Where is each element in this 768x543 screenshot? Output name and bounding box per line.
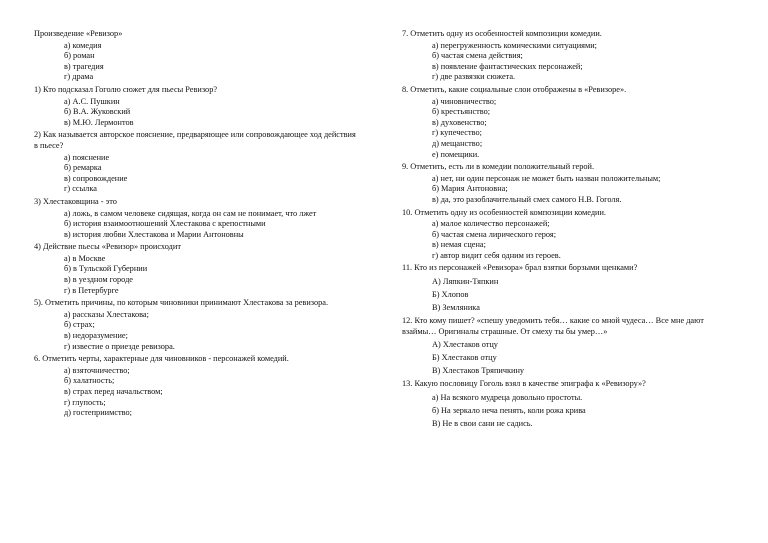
question-text: 4) Действие пьесы «Ревизор» происходит <box>34 242 181 252</box>
answer-option: В) Не в свои сани не садись. <box>432 418 533 428</box>
answer-option: б) крестьянство; <box>432 107 491 117</box>
question-text: Произведение «Ревизор» <box>34 29 123 38</box>
question-block <box>34 29 359 83</box>
answer-option: г) драма <box>64 72 94 82</box>
answer-option: а) А.С. Пушкин <box>64 96 120 106</box>
answer-option: а) малое количество персонажей; <box>432 219 550 229</box>
answer-option: д) мещанство; <box>432 138 483 148</box>
answer-options <box>402 41 737 83</box>
answer-option: г) купечество; <box>432 128 482 138</box>
answer-option: в) сопровождение <box>64 173 128 183</box>
question-text: 2) Как называется авторское пояснение, предваряющее или сопровождающее ход действия в пьесе? <box>34 130 356 150</box>
question-block <box>402 208 737 262</box>
question-block <box>402 85 737 160</box>
question-block <box>34 130 359 195</box>
answer-options <box>34 254 359 296</box>
answer-option: В) Земляника <box>432 303 480 313</box>
answer-option: а) ложь, в самом человеке сидящая, когда он сам не понимает, что лжет <box>64 208 317 218</box>
answer-options <box>34 366 359 419</box>
question-block <box>34 354 359 419</box>
answer-options <box>34 209 359 241</box>
answer-option: в) появление фантастических персонажей; <box>432 61 583 71</box>
question-text: 7. Отметить одну из особенностей композиции комедии. <box>402 29 602 38</box>
answer-option: а) перегруженность комическими ситуациями; <box>432 40 597 50</box>
question-text: 5). Отметить причины, по которым чиновники принимают Хлестакова за ревизора. <box>34 298 329 308</box>
answer-option: а) чиновничество; <box>432 96 497 106</box>
answer-option: а) комедия <box>64 40 102 50</box>
answer-option: г) автор видит себя одним из героев. <box>432 250 561 260</box>
answer-option: Б) Хлестаков отцу <box>432 353 497 363</box>
answer-option: в) недоразумение; <box>64 331 128 341</box>
question-text: 10. Отметить одну из особенностей композиции комедии. <box>402 207 607 217</box>
answer-option: а) На всякого мудреца довольно простоты. <box>432 392 583 402</box>
answer-options <box>34 41 359 83</box>
answer-option: а) в Москве <box>64 253 106 263</box>
answer-options <box>402 174 737 206</box>
question-block <box>402 29 737 83</box>
answer-option: в) страх перед начальством; <box>64 387 163 396</box>
answer-option: б) частая смена действия; <box>432 51 523 61</box>
question-text: 9. Отметить, есть ли в комедии положительный герой. <box>402 162 595 172</box>
question-text: 8. Отметить, какие социальные слои отображены в «Ревизоре». <box>402 84 627 94</box>
answer-option: а) рассказы Хлестакова; <box>64 309 149 319</box>
answer-option: б) ремарка <box>64 163 102 173</box>
question-text: 13. Какую пословицу Гоголь взял в качестве эпиграфа к «Ревизору»? <box>402 379 646 389</box>
question-text: 12. Кто кому пишет? «спешу уведомить тебя… какие со мной чудеса… Все мне дают взаймы… Оригиналы страшные. От смеху ты бы умер…» <box>402 316 704 336</box>
answer-options <box>402 391 737 430</box>
answer-option: е) помещики. <box>432 149 480 159</box>
answer-option: а) взяточничество; <box>64 365 130 375</box>
answer-option: в) М.Ю. Лермонтов <box>64 117 134 127</box>
question-text: 1) Кто подсказал Гоголю сюжет для пьесы Ревизор? <box>34 84 218 94</box>
question-block <box>402 162 737 205</box>
answer-option: б) халатность; <box>64 376 115 386</box>
answer-option: г) в Петербурге <box>64 285 119 295</box>
question-text: 3) Хлестаковщина - это <box>34 196 117 206</box>
answer-option: б) в Тульской Губернии <box>64 264 148 274</box>
answer-options <box>402 97 737 161</box>
answer-option: а) нет, ни один персонаж не может быть назван положительным; <box>432 173 661 183</box>
answer-option: г) глупость; <box>64 397 106 407</box>
answer-options <box>34 310 359 352</box>
question-block <box>402 316 737 377</box>
answer-option: в) духовенство; <box>432 117 487 127</box>
answer-option: г) две развязки сюжета. <box>432 72 516 82</box>
question-block <box>402 263 737 314</box>
answer-option: б) история взаимоотношений Хлестакова с крепостными <box>64 219 266 229</box>
answer-options <box>402 338 737 377</box>
answer-option: г) известие о приезде ревизора. <box>64 341 175 351</box>
question-block <box>34 298 359 352</box>
answer-option: в) да, это разоблачительный смех самого Н.В. Гоголя. <box>432 194 622 204</box>
right-column <box>402 29 737 432</box>
question-text: 6. Отметить черты, характерные для чиновников - персонажей комедий. <box>34 354 289 364</box>
question-block <box>34 197 359 240</box>
answer-option: б) частая смена лирического героя; <box>432 229 557 239</box>
answer-option: г) ссылка <box>64 184 97 194</box>
question-block <box>402 379 737 430</box>
question-block <box>34 85 359 128</box>
answer-option: в) в уездном городе <box>64 275 133 285</box>
answer-option: б) Мария Антоновна; <box>432 184 508 194</box>
answer-options <box>402 275 737 314</box>
answer-option: А) Хлестаков отцу <box>432 340 498 350</box>
answer-option: В) Хлестаков Тряпичкину <box>432 366 525 376</box>
answer-option: б) страх; <box>64 320 95 330</box>
question-text: 11. Кто из персонажей «Ревизора» брал взятки борзыми щенками? <box>402 263 638 273</box>
answer-options <box>402 219 737 261</box>
answer-option: А) Ляпкин-Тяпкин <box>432 277 499 287</box>
answer-option: а) пояснение <box>64 152 110 162</box>
answer-option: в) немая сцена; <box>432 240 486 250</box>
answer-option: б) В.А. Жуковский <box>64 107 131 117</box>
answer-option: в) трагедия <box>64 61 104 71</box>
answer-option: Б) Хлопов <box>432 290 469 300</box>
answer-options <box>34 153 359 195</box>
answer-option: в) история любви Хлестакова и Марии Антоновны <box>64 229 244 239</box>
answer-option: б) роман <box>64 51 95 61</box>
answer-options <box>34 97 359 129</box>
answer-option: д) гостеприимство; <box>64 408 132 418</box>
answer-option: б) На зеркало неча пенять, коли рожа крива <box>432 405 586 415</box>
question-block <box>34 242 359 296</box>
left-column <box>34 29 359 421</box>
